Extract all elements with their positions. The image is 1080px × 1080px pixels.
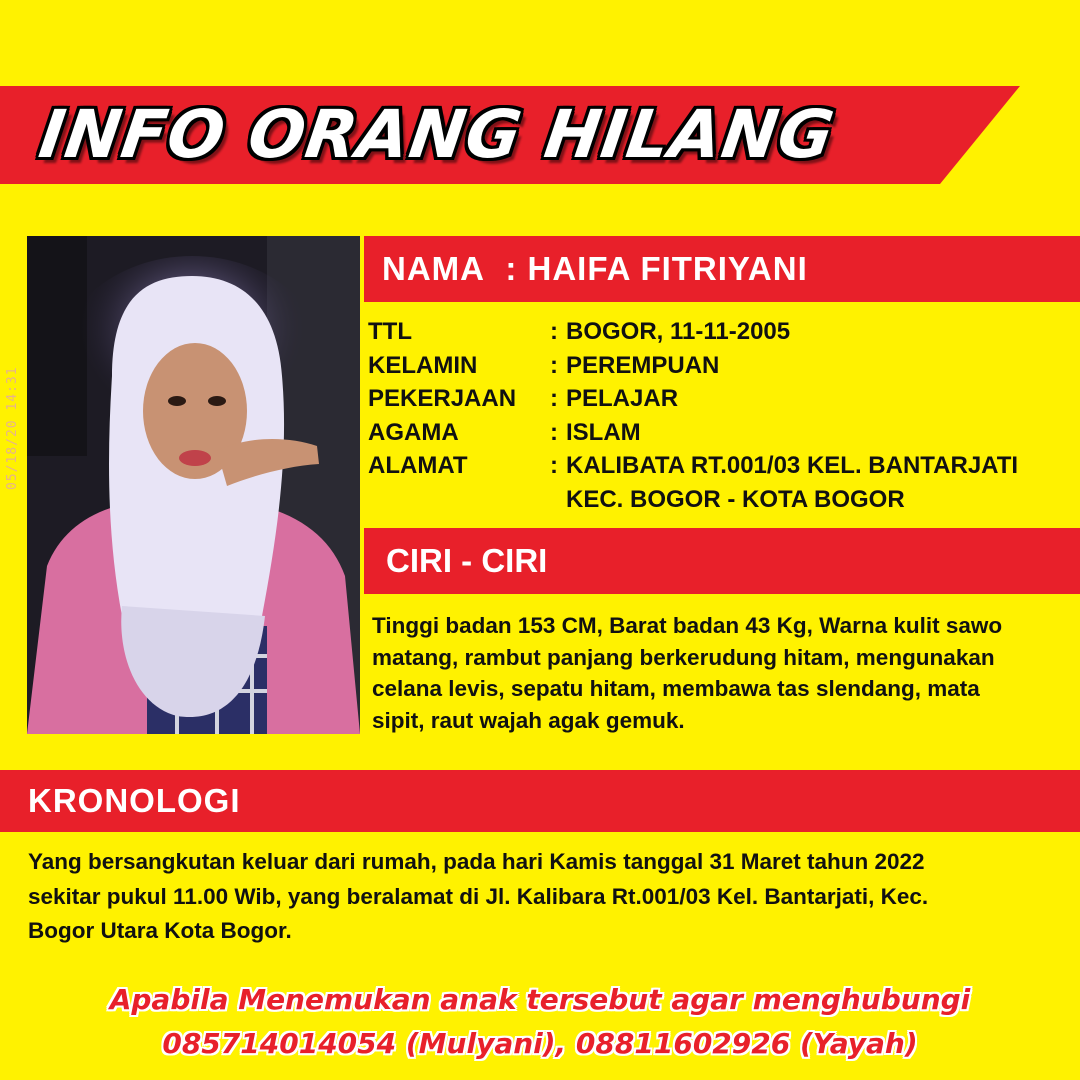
detail-separator: : bbox=[550, 418, 558, 446]
chronology-text bbox=[28, 845, 1058, 949]
detail-row-pekerjaan bbox=[368, 382, 1080, 416]
photo-timestamp: 05/18/20 14:31 bbox=[5, 366, 20, 490]
name-line bbox=[382, 236, 808, 302]
detail-row-kelamin bbox=[368, 349, 1080, 383]
name-separator: : bbox=[505, 250, 518, 287]
contact-line: Apabila Menemukan anak tersebut agar menghubungi bbox=[109, 983, 971, 1016]
characteristics-line: sipit, raut wajah agak gemuk. bbox=[372, 707, 685, 733]
contact-info bbox=[0, 978, 1080, 1066]
chronology-line: Yang bersangkutan keluar dari rumah, pada hari Kamis tanggal 31 Maret tahun 2022 bbox=[28, 849, 925, 874]
detail-label: ALAMAT bbox=[368, 452, 468, 479]
missing-person-photo bbox=[27, 236, 360, 734]
contact-line: 085714014054 (Mulyani), 08811602926 (Yayah) bbox=[162, 1027, 918, 1060]
detail-value: BOGOR, 11-11-2005 bbox=[566, 318, 791, 345]
personal-details bbox=[368, 315, 1080, 516]
chronology-title: KRONOLOGI bbox=[28, 782, 241, 819]
name-label: NAMA bbox=[382, 250, 485, 287]
detail-value-continuation: KEC. BOGOR - KOTA BOGOR bbox=[566, 485, 905, 513]
detail-label: PEKERJAAN bbox=[368, 385, 517, 412]
characteristics-line: Tinggi badan 153 CM, Barat badan 43 Kg, Warna kulit sawo bbox=[372, 613, 1003, 638]
detail-row-ttl bbox=[368, 315, 1080, 349]
detail-label: KELAMIN bbox=[368, 351, 478, 379]
detail-row-agama bbox=[368, 416, 1080, 450]
detail-row-alamat bbox=[368, 449, 1080, 483]
detail-separator: : bbox=[550, 385, 558, 412]
detail-value: PEREMPUAN bbox=[566, 351, 720, 379]
detail-separator: : bbox=[550, 318, 558, 345]
detail-value: ISLAM bbox=[566, 418, 641, 446]
detail-value: KALIBATA RT.001/03 KEL. BANTARJATI bbox=[566, 452, 1019, 479]
detail-label: TTL bbox=[368, 318, 412, 345]
detail-label: AGAMA bbox=[368, 418, 459, 446]
chronology-line: Bogor Utara Kota Bogor. bbox=[28, 918, 292, 943]
header-title: INFO ORANG HILANG bbox=[34, 96, 840, 173]
name-value: HAIFA FITRIYANI bbox=[527, 250, 808, 287]
characteristics-line: celana levis, sepatu hitam, membawa tas slendang, mata bbox=[372, 676, 980, 701]
detail-separator: : bbox=[550, 452, 558, 479]
chronology-line: sekitar pukul 11.00 Wib, yang beralamat di Jl. Kalibara Rt.001/03 Kel. Bantarjati, Kec. bbox=[28, 883, 929, 909]
characteristics-line: matang, rambut panjang berkerudung hitam, mengunakan bbox=[372, 644, 995, 670]
detail-separator: : bbox=[550, 351, 558, 379]
characteristics-title: CIRI - CIRI bbox=[386, 542, 548, 579]
detail-value: PELAJAR bbox=[566, 385, 679, 412]
characteristics-text bbox=[372, 610, 1062, 736]
detail-row-alamat-continuation bbox=[368, 483, 1080, 517]
